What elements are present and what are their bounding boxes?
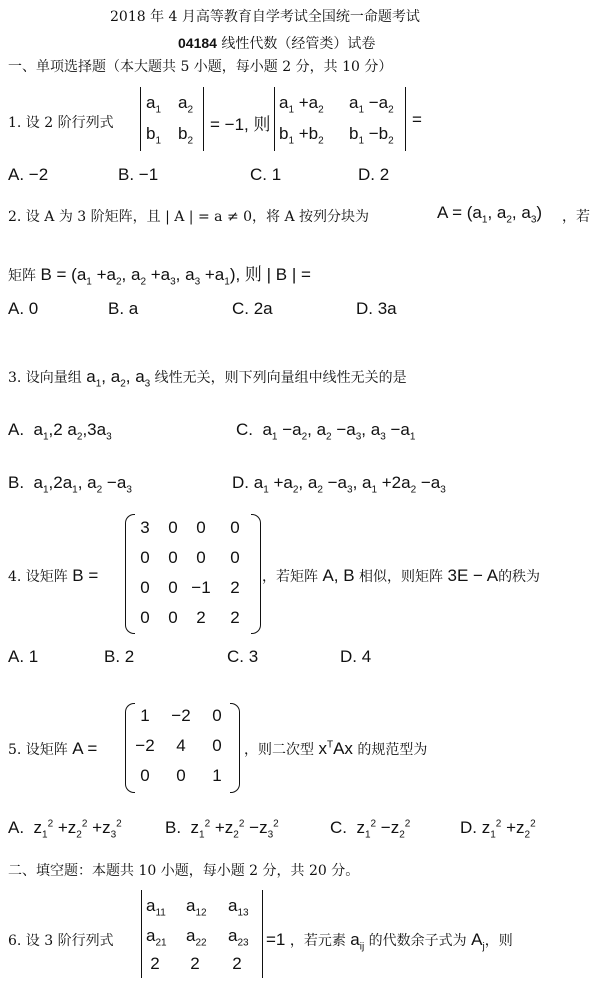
det-entry: $a_{21}$ [146, 926, 167, 949]
det-entry: $a_2$ [178, 93, 194, 116]
q2-option-b: B. a [108, 299, 139, 318]
det-entry: $b_1 -b_2$ [349, 124, 394, 147]
q1-end: = [412, 110, 422, 129]
q4-option-c: C. 3 [227, 647, 259, 666]
q1-determinant-1 [140, 87, 204, 151]
q4-option-d: D. 4 [340, 647, 372, 666]
q2-text-line1-end: ，若 [562, 209, 590, 225]
q1-option-a: A. −2 [8, 165, 49, 184]
matrix-entry: 4 [176, 736, 186, 755]
q5-option-d: D. $z_1^2 +z_2^2$ [460, 818, 536, 841]
right-bracket [230, 703, 240, 793]
det-entry: $b_1$ [146, 124, 162, 147]
matrix-entry: 0 [140, 548, 150, 567]
det-entry: $a_{23}$ [228, 926, 249, 949]
q5-option-a: A. $z_1^2 +z_2^2 +z_3^2$ [8, 818, 122, 841]
section1-heading: 一、单项选择题（本大题共 5 小题，每小题 2 分，共 10 分） [8, 59, 393, 75]
q2-option-d: D. 3a [356, 299, 397, 318]
exam-title: 2018 年 4 月高等教育自学考试全国统一命题考试 [110, 9, 420, 25]
q1-option-d: D. 2 [358, 165, 390, 184]
det-entry: $b_1 +b_2$ [279, 124, 324, 147]
q4-option-a: A. 1 [8, 647, 39, 666]
q5-lead: 5. 设矩阵 A = [8, 739, 98, 758]
matrix-entry: 0 [212, 736, 222, 755]
matrix-entry: 0 [176, 766, 186, 785]
q5-matrix [125, 703, 240, 793]
matrix-entry: 0 [196, 518, 206, 537]
q5-tail: ，则二次型 $x^TAx$ 的规范型为 [244, 739, 428, 758]
matrix-entry: 0 [168, 608, 178, 627]
det-entry: 2 [150, 954, 160, 973]
q2-option-a: A. 0 [8, 299, 39, 318]
det-entry: $b_2$ [178, 124, 194, 147]
q2-text-line2: 矩阵 $B = (a_1 +a_2$, $a_2 +a_3$, $a_3 +a_1$), 则 | B | = [8, 265, 311, 288]
q3-text: 3. 设向量组 $a_1$, $a_2$, $a_3$ 线性无关，则下列向量组中线性无关的是 [8, 367, 407, 390]
exam-subtitle [178, 33, 375, 53]
right-bracket [251, 514, 261, 634]
q6-determinant [141, 890, 263, 978]
matrix-entry: 0 [140, 608, 150, 627]
q3-option-a: A. $a_1,2$ $a_2,3a_3$ [8, 420, 112, 443]
matrix-entry: −1 [191, 578, 211, 597]
matrix-entry: 1 [140, 706, 150, 725]
q3-option-d: D. $a_1 +a_2$, $a_2 -a_3$, $a_1 +2a_2 -a_3$ [232, 473, 446, 496]
matrix-entry: 0 [140, 766, 150, 785]
matrix-entry: 0 [168, 578, 178, 597]
q3-option-b: B. $a_1,2a_1$, $a_2 -a_3$ [8, 473, 132, 496]
q1-option-c: C. 1 [250, 165, 282, 184]
q1-determinant-2 [274, 87, 406, 151]
matrix-entry: 2 [230, 578, 240, 597]
q5-option-b: B. $z_1^2 +z_2^2 -z_3^2$ [165, 818, 279, 841]
matrix-entry: −2 [171, 706, 191, 725]
q3-option-c: C. $a_1 -a_2$, $a_2 -a_3$, $a_3 -a_1$ [236, 420, 416, 443]
course-name: 线性代数（经管类）试卷 [221, 36, 376, 52]
det-entry: $a_{22}$ [186, 926, 207, 949]
det-entry: $a_1 +a_2$ [279, 93, 324, 116]
q6-lead: 6. 设 3 阶行列式 [8, 933, 114, 949]
det-entry: 2 [190, 954, 200, 973]
q5-option-c: C. $z_1^2 -z_2^2$ [330, 818, 411, 841]
section2-heading: 二、填空题：本题共 10 小题，每小题 2 分，共 20 分。 [8, 863, 360, 879]
det-entry: 2 [232, 954, 242, 973]
matrix-entry: 2 [230, 608, 240, 627]
matrix-entry: 3 [140, 518, 150, 537]
q2-option-c: C. 2a [232, 299, 273, 318]
q1-mid: = −1, 则 [210, 115, 271, 134]
q4-tail: ，若矩阵 A, B 相似，则矩阵 3E − A的秩为 [262, 566, 541, 585]
det-entry: $a_{11}$ [146, 896, 166, 919]
matrix-entry: 0 [196, 548, 206, 567]
q4-option-b: B. 2 [104, 647, 135, 666]
matrix-entry: 0 [168, 548, 178, 567]
det-entry: $a_{12}$ [186, 896, 207, 919]
q1-option-b: B. −1 [118, 165, 159, 184]
matrix-entry: 1 [212, 766, 222, 785]
det-entry: $a_{13}$ [228, 896, 249, 919]
matrix-entry: 0 [140, 578, 150, 597]
q4-lead: 4. 设矩阵 B = [8, 566, 99, 585]
det-entry: $a_1$ [146, 93, 162, 116]
q2-text-line1: 2. 设 A 为 3 阶矩阵，且 | A | = a ≠ 0，将 A 按列分块为 [8, 209, 370, 225]
matrix-entry: 0 [168, 518, 178, 537]
q2-formula: $A = (a_1$, $a_2$, $a_3$) [437, 203, 543, 226]
course-code: 04184 [178, 35, 217, 51]
matrix-entry: −2 [135, 736, 155, 755]
matrix-entry: 0 [230, 518, 240, 537]
q4-matrix [125, 514, 261, 634]
q1-lead: 1. 设 2 阶行列式 [8, 115, 114, 131]
matrix-entry: 2 [196, 608, 206, 627]
det-entry: $a_1 -a_2$ [349, 93, 394, 116]
matrix-entry: 0 [230, 548, 240, 567]
matrix-entry: 0 [212, 706, 222, 725]
q6-tail: =1 ，若元素 $a_{ij}$ 的代数余子式为 $A_j$，则 [266, 930, 513, 953]
